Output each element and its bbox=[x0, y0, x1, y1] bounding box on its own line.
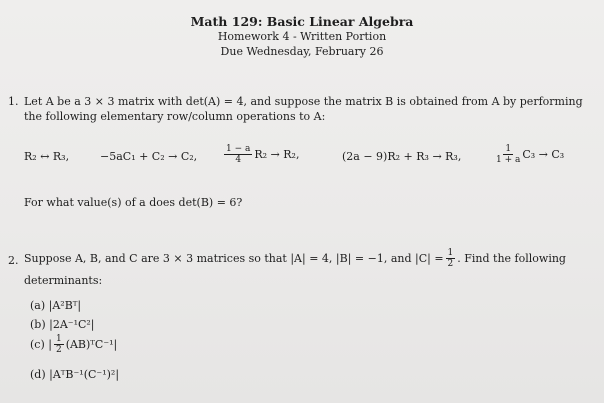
operation-4: (2a − 9)R₂ + R₃ → R₃, bbox=[342, 150, 462, 163]
problem-2-part-c bbox=[30, 334, 117, 355]
operation-3-fraction bbox=[224, 144, 252, 165]
operation-3-rest: R₂ → R₂, bbox=[254, 148, 300, 161]
operation-5-fraction bbox=[496, 144, 520, 165]
problem-2-number: 2. bbox=[8, 254, 19, 267]
operation-5-rest: C₃ → C₃ bbox=[522, 148, 565, 161]
operation-5-denominator: 1 + a bbox=[496, 155, 521, 165]
operation-3-denominator: 4 bbox=[235, 155, 242, 165]
problem-2-line1 bbox=[24, 248, 566, 269]
problem-2-line1-pre: Suppose A, B, and C are 3 × 3 matrices so that |A| = 4, |B| = −1, and |C| = bbox=[24, 252, 444, 265]
part-c-denominator: 2 bbox=[55, 345, 62, 355]
operation-2: −5aC₁ + C₂ → C₂, bbox=[100, 150, 198, 163]
course-title: Math 129: Basic Linear Algebra bbox=[190, 14, 414, 29]
operation-5 bbox=[494, 144, 564, 165]
problem-2-line1-post: . Find the following bbox=[457, 252, 566, 265]
problem-2-part-a: (a) |A²Bᵀ| bbox=[30, 299, 82, 312]
part-c-numerator: 1 bbox=[55, 334, 62, 344]
operation-3 bbox=[222, 144, 299, 165]
homework-subtitle: Homework 4 - Written Portion bbox=[217, 30, 387, 43]
due-date: Due Wednesday, February 26 bbox=[220, 45, 384, 58]
problem-2-part-b: (b) |2A⁻¹C²| bbox=[30, 318, 95, 331]
operation-3-numerator: 1 − a bbox=[226, 144, 251, 154]
problem-2-line2: determinants: bbox=[24, 274, 103, 287]
c-determinant-fraction bbox=[446, 248, 456, 269]
part-c-fraction bbox=[54, 334, 64, 355]
problem-1-question: For what value(s) of a does det(B) = 6? bbox=[24, 196, 243, 209]
part-c-pre: (c) | bbox=[30, 338, 52, 351]
operation-5-numerator: 1 bbox=[505, 144, 512, 154]
operation-1: R₂ ↔ R₃, bbox=[24, 150, 70, 163]
problem-2-part-d: (d) |AᵀB⁻¹(C⁻¹)²| bbox=[30, 368, 120, 381]
problem-1-line2: the following elementary row/column operations to A: bbox=[24, 110, 326, 123]
part-c-post: (AB)ᵀC⁻¹| bbox=[65, 338, 118, 351]
c-fraction-denominator: 2 bbox=[447, 259, 454, 269]
problem-1-line1: Let A be a 3 × 3 matrix with det(A) = 4, and suppose the matrix B is obtained from A by performing bbox=[24, 95, 583, 108]
c-fraction-numerator: 1 bbox=[447, 248, 454, 258]
problem-1-number: 1. bbox=[8, 95, 19, 108]
